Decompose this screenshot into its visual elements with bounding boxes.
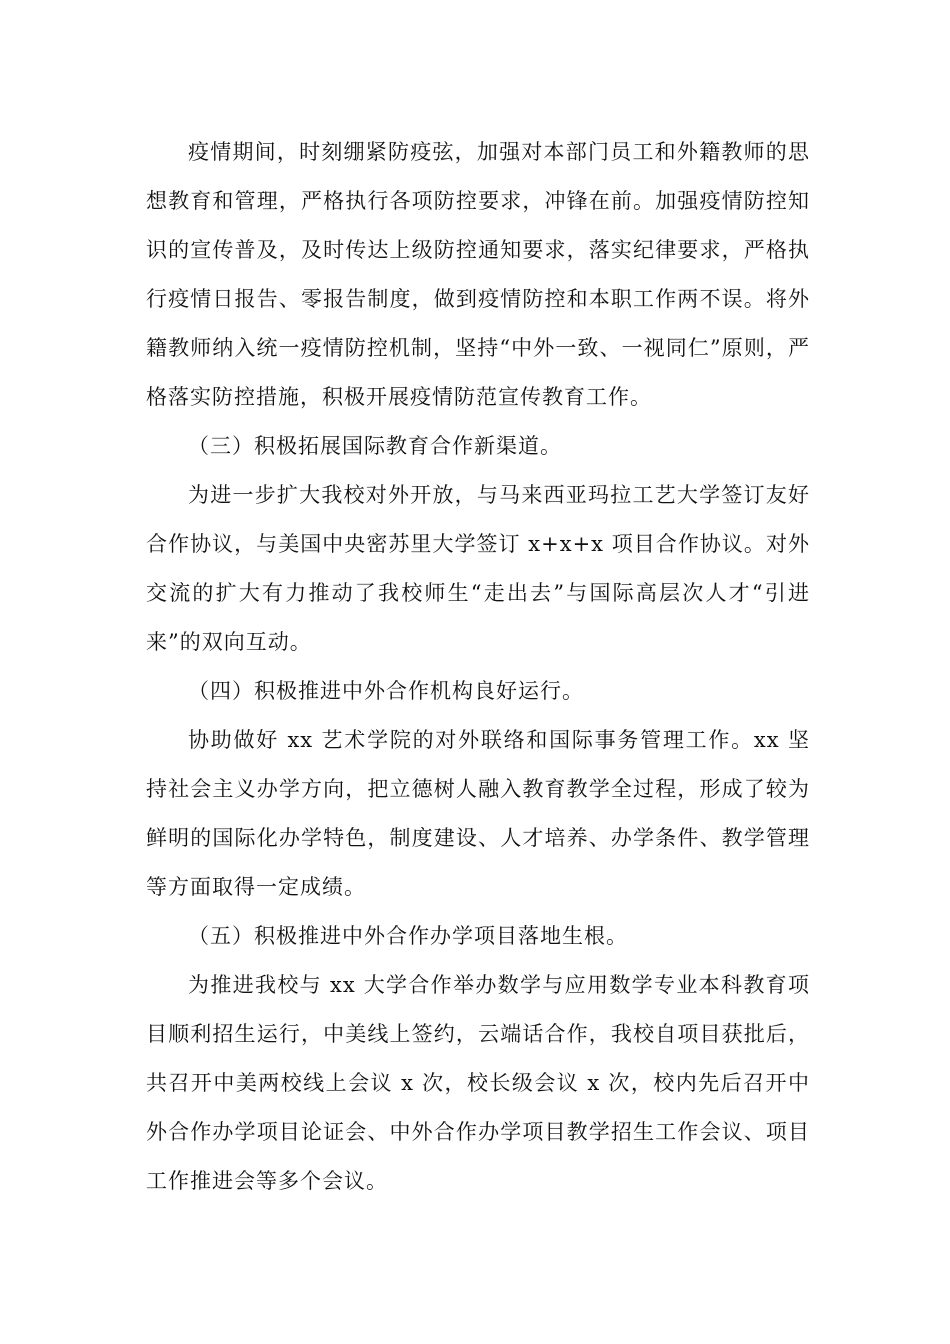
paragraph-international-cooperation: 为进一步扩大我校对外开放，与马来西亚玛拉工艺大学签订友好合作协议，与美国中央密苏里大学签订 x+x+x 项目合作协议。对外交流的扩大有力推动了我校师生“走出去”与国际高层次人才“引进来”的双向互动。: [146, 483, 810, 654]
section-heading-5: （五）积极推进中外合作办学项目落地生根。: [188, 924, 628, 948]
paragraph-cooperative-institution: 协助做好 xx 艺术学院的对外联络和国际事务管理工作。xx 坚持社会主义办学方向，把立德树人融入教育教学全过程，形成了较为鲜明的国际化办学特色，制度建设、人才培养、办学条件、教学管理等方面取得一定成绩。: [146, 728, 810, 899]
paragraph-epidemic-prevention: 疫情期间，时刻绷紧防疫弦，加强对本部门员工和外籍教师的思想教育和管理，严格执行各项防控要求，冲锋在前。加强疫情防控知识的宣传普及，及时传达上级防控通知要求，落实纪律要求，严格执行疫情日报告、零报告制度，做到疫情防控和本职工作两不误。将外籍教师纳入统一疫情防控机制，坚持“中外一致、一视同仁”原则，严格落实防控措施，积极开展疫情防范宣传教育工作。: [146, 140, 810, 409]
document-body: [146, 128, 810, 1206]
section-heading-4: （四）积极推进中外合作机构良好运行。: [188, 679, 584, 703]
section-heading-3: （三）积极拓展国际教育合作新渠道。: [188, 434, 562, 458]
paragraph-cooperative-program: 为推进我校与 xx 大学合作举办数学与应用数学专业本科教育项目顺利招生运行，中美线上签约，云端话合作，我校自项目获批后，共召开中美两校线上会议 x 次，校长级会议 x 次，校内先后召开中外合作办学项目论证会、中外合作办学项目教学招生工作会议、项目工作推进会等多个会议。: [146, 973, 810, 1193]
